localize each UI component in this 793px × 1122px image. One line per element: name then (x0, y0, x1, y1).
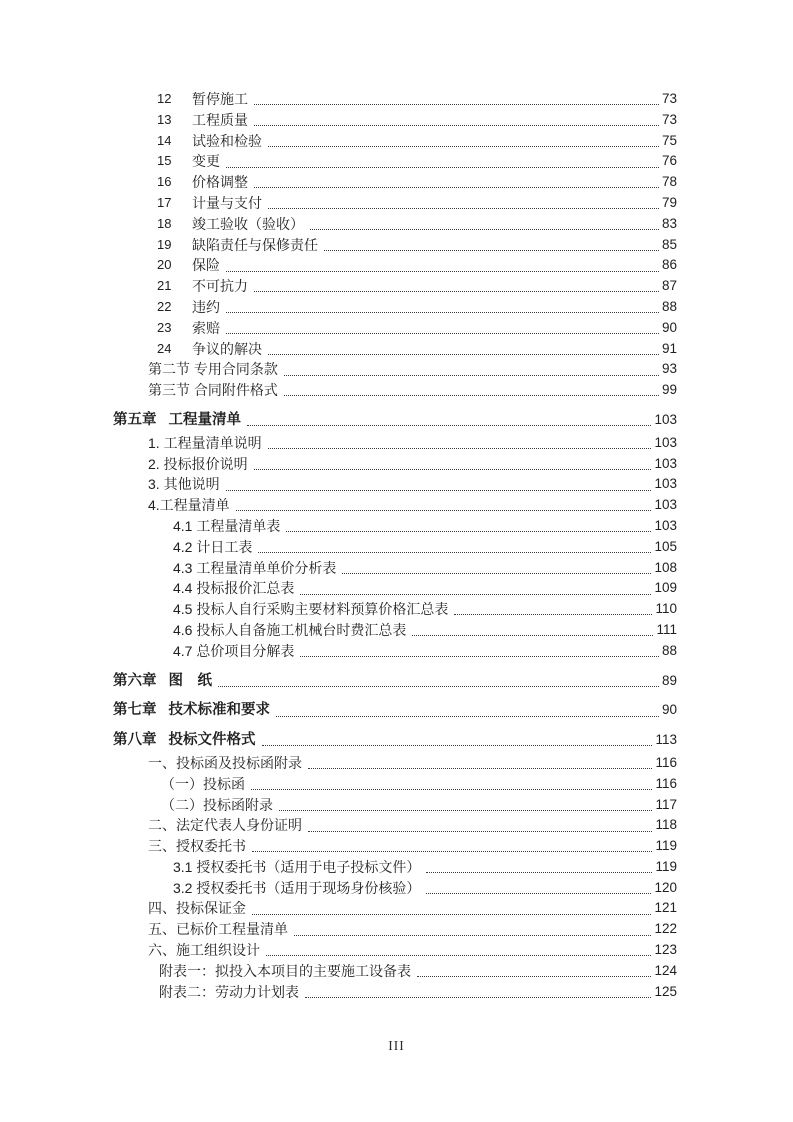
dot-leader (324, 235, 659, 251)
dot-leader (262, 730, 653, 746)
dot-leader (308, 815, 652, 831)
dot-leader (252, 898, 651, 914)
entry-page-number: 73 (661, 111, 677, 127)
toc-entry (113, 578, 677, 599)
entry-title: 六、施工组织设计 (148, 942, 260, 959)
entry-number: 12 (157, 91, 172, 106)
dot-leader (294, 919, 651, 935)
entry-title: 暂停施工 (192, 91, 248, 107)
entry-title: 一、投标函及投标函附录 (148, 754, 302, 771)
dot-leader (254, 454, 652, 470)
toc-entry (113, 214, 677, 235)
entry-page-number: 90 (661, 702, 677, 718)
entry-page-number: 91 (661, 340, 677, 356)
toc-entry (113, 815, 677, 836)
entry-page-number: 109 (654, 580, 677, 596)
entry-title: 价格调整 (192, 174, 248, 191)
dot-leader (226, 255, 659, 271)
entry-title: 三、授权委托书 (148, 838, 246, 855)
entry-title: 4.5 投标人自行采购主要材料预算价格汇总表 (173, 601, 449, 618)
dot-leader (454, 599, 652, 615)
entry-number: 23 (157, 319, 172, 335)
toc-entry (113, 131, 677, 152)
entry-page-number: 103 (654, 517, 677, 533)
entry-title: 4.4 投标报价汇总表 (173, 580, 295, 597)
dot-leader (226, 318, 659, 334)
dot-leader (284, 380, 659, 396)
entry-page-number: 116 (655, 775, 677, 791)
entry-title: （二）投标函附录 (161, 796, 273, 813)
entry-title: 争议的解决 (192, 340, 262, 357)
toc-entry (113, 836, 677, 857)
entry-title: 试验和检验 (192, 132, 262, 149)
entry-number: 15 (157, 153, 172, 169)
entry-title: 索赔 (192, 319, 220, 336)
dot-leader (300, 641, 659, 657)
entry-number: 13 (157, 111, 172, 127)
entry-page-number: 103 (654, 497, 677, 513)
dot-leader (251, 774, 652, 790)
entry-page-number: 73 (661, 91, 677, 106)
entry-title: （一）投标函 (161, 775, 245, 792)
toc-entry (113, 620, 677, 641)
toc-entry (113, 410, 677, 431)
toc-entry (113, 671, 677, 692)
dot-leader (284, 359, 659, 375)
dot-leader (308, 753, 652, 769)
entry-page-number: 116 (655, 754, 677, 770)
toc-entry (113, 193, 677, 214)
entry-page-number: 123 (654, 942, 677, 958)
dot-leader (268, 433, 652, 449)
dot-leader (412, 620, 653, 636)
entry-title: 不可抗力 (192, 278, 248, 295)
toc-entry (113, 940, 677, 961)
entry-page-number: 111 (656, 621, 677, 637)
entry-number: 24 (157, 340, 172, 356)
toc-entry (113, 599, 677, 620)
toc-entry (113, 537, 677, 558)
toc-entry (113, 454, 677, 475)
toc-entry (113, 110, 677, 131)
entry-page-number: 125 (654, 983, 677, 999)
toc-entry (113, 495, 677, 516)
entry-title: 4.6 投标人自备施工机械台时费汇总表 (173, 621, 407, 638)
entry-page-number: 103 (654, 434, 677, 450)
toc-entry (113, 172, 677, 193)
dot-leader (286, 516, 651, 532)
toc-entry (113, 700, 677, 721)
dot-leader (268, 131, 659, 147)
dot-leader (252, 836, 652, 852)
entry-number: 14 (157, 132, 172, 148)
dot-leader (426, 878, 651, 894)
entry-title: 缺陷责任与保修责任 (192, 236, 318, 253)
entry-title: 违约 (192, 298, 220, 315)
dot-leader (266, 940, 651, 956)
entry-page-number: 124 (654, 962, 677, 978)
entry-number: 22 (157, 298, 172, 314)
entry-title: 保险 (192, 257, 220, 274)
entry-page-number: 120 (654, 879, 677, 895)
dot-leader (254, 276, 659, 292)
dot-leader (236, 495, 652, 511)
entry-page-number: 78 (661, 174, 677, 190)
dot-leader (254, 89, 659, 105)
entry-page-number: 87 (661, 278, 677, 294)
entry-page-number: 103 (654, 476, 677, 492)
toc-entry (113, 359, 677, 380)
entry-title: 附表二：劳动力计划表 (159, 983, 299, 1000)
entry-page-number: 118 (655, 817, 677, 833)
entry-page-number: 85 (661, 236, 677, 252)
entry-title: 附表一：拟投入本项目的主要施工设备表 (159, 962, 411, 979)
toc-entry (113, 474, 677, 495)
toc-entry (113, 89, 677, 110)
toc-entry (113, 151, 677, 172)
entry-title: 4.工程量清单 (148, 497, 230, 514)
entry-page-number: 121 (654, 900, 677, 916)
entry-page-number: 103 (654, 411, 677, 427)
entry-page-number: 90 (661, 319, 677, 335)
dot-leader (226, 151, 659, 167)
entry-page-number: 119 (655, 838, 677, 854)
entry-title: 4.1 工程量清单表 (173, 517, 281, 534)
entry-title: 3. 其他说明 (148, 476, 220, 493)
entry-page-number: 103 (654, 455, 677, 471)
dot-leader (226, 474, 652, 490)
entry-title: 4.2 计日工表 (173, 538, 253, 555)
entry-page-number: 105 (654, 538, 677, 554)
entry-title: 四、投标保证金 (148, 900, 246, 917)
toc-entry (113, 961, 677, 982)
entry-number: 21 (157, 278, 172, 294)
entry-title: 技术标准和要求 (168, 702, 270, 719)
dot-leader (247, 410, 651, 426)
table-of-contents (113, 89, 677, 1002)
entry-page-number: 122 (654, 921, 677, 937)
entry-title: 计量与支付 (192, 194, 262, 211)
entry-number: 第八章 (113, 732, 157, 749)
entry-page-number: 99 (661, 382, 677, 398)
toc-entry (113, 339, 677, 360)
entry-number: 第六章 (113, 672, 157, 689)
dot-leader (279, 795, 652, 811)
entry-number: 16 (157, 174, 172, 190)
toc-entry (113, 558, 677, 579)
toc-entry (113, 878, 677, 899)
entry-page-number: 83 (661, 215, 677, 231)
toc-entry (113, 982, 677, 1003)
entry-number: 18 (157, 215, 172, 231)
entry-number: 20 (157, 257, 172, 273)
toc-entry (113, 433, 677, 454)
entry-page-number: 79 (661, 194, 677, 210)
toc-entry (113, 641, 677, 662)
entry-title: 工程质量 (192, 111, 248, 128)
dot-leader (258, 537, 651, 553)
dot-leader (218, 671, 659, 687)
entry-title: 3.1 授权委托书（适用于电子投标文件） (173, 858, 421, 875)
entry-number: 19 (157, 236, 172, 252)
entry-number: 第五章 (113, 411, 157, 428)
toc-entry (113, 516, 677, 537)
entry-page-number: 88 (661, 298, 677, 314)
entry-number: 第七章 (113, 702, 157, 719)
entry-number: 17 (157, 194, 172, 210)
dot-leader (226, 297, 659, 313)
entry-title: 第二节 专用合同条款 (148, 361, 278, 378)
dot-leader (254, 110, 659, 126)
entry-page-number: 110 (655, 601, 677, 617)
toc-entry (113, 774, 677, 795)
dot-leader (426, 857, 652, 873)
toc-entry (113, 297, 677, 318)
entry-title: 五、已标价工程量清单 (148, 921, 288, 938)
dot-leader (310, 214, 659, 230)
entry-page-number: 93 (661, 361, 677, 377)
toc-entry (113, 276, 677, 297)
entry-page-number: 75 (661, 132, 677, 148)
toc-entry (113, 318, 677, 339)
entry-title: 第三节 合同附件格式 (148, 382, 278, 399)
entry-title: 投标文件格式 (168, 732, 256, 749)
entry-page-number: 86 (661, 257, 677, 273)
entry-title: 3.2 授权委托书（适用于现场身份核验） (173, 879, 421, 896)
toc-entry (113, 898, 677, 919)
entry-title: 1. 工程量清单说明 (148, 434, 262, 451)
dot-leader (254, 172, 659, 188)
entry-page-number: 88 (661, 642, 677, 658)
page-footer (0, 1038, 793, 1054)
dot-leader (417, 961, 651, 977)
entry-title: 工程量清单 (168, 411, 241, 428)
entry-title: 图 纸 (168, 672, 212, 689)
entry-page-number: 117 (655, 796, 677, 812)
entry-title: 4.3 工程量清单单价分析表 (173, 559, 337, 576)
toc-entry (113, 730, 677, 751)
entry-page-number: 108 (654, 559, 677, 575)
entry-title: 4.7 总价项目分解表 (173, 642, 295, 659)
entry-page-number: 89 (661, 672, 677, 688)
entry-title: 变更 (192, 153, 220, 170)
toc-entry (113, 255, 677, 276)
footer-page-number: III (388, 1038, 405, 1053)
entry-page-number: 113 (655, 732, 677, 748)
toc-entry (113, 795, 677, 816)
entry-page-number: 119 (655, 858, 677, 874)
toc-entry (113, 753, 677, 774)
entry-title: 2. 投标报价说明 (148, 455, 248, 472)
dot-leader (268, 339, 659, 355)
toc-entry (113, 857, 677, 878)
dot-leader (342, 558, 651, 574)
dot-leader (268, 193, 659, 209)
entry-page-number: 76 (661, 153, 677, 169)
dot-leader (305, 982, 651, 998)
toc-entry (113, 235, 677, 256)
dot-leader (300, 578, 651, 594)
toc-entry (113, 919, 677, 940)
entry-title: 二、法定代表人身份证明 (148, 817, 302, 834)
entry-title: 竣工验收（验收） (192, 215, 304, 232)
toc-entry (113, 380, 677, 401)
dot-leader (276, 700, 659, 716)
